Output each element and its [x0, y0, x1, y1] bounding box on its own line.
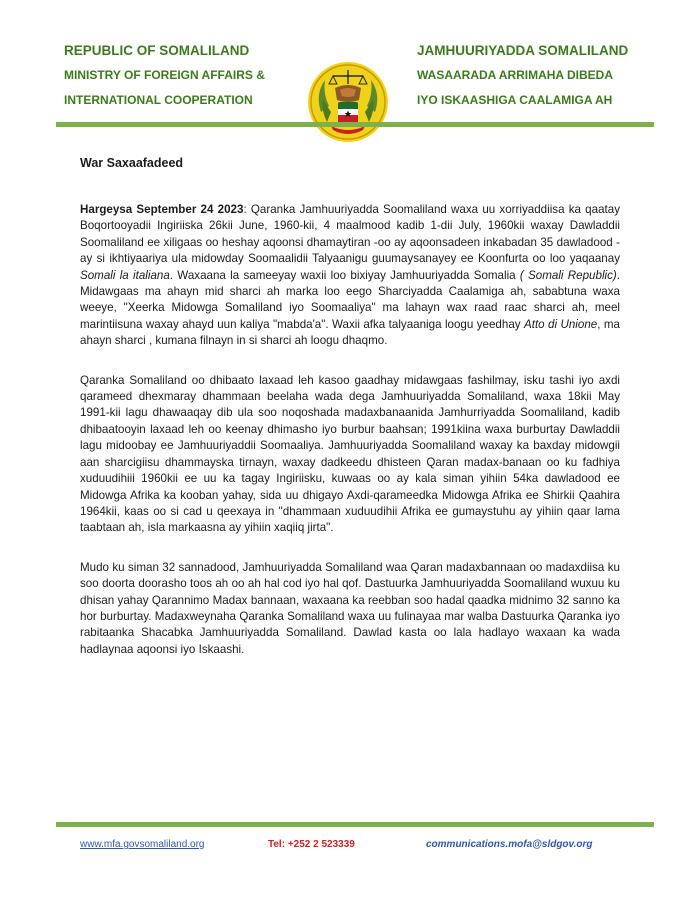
press-release-body: [80, 202, 620, 681]
dateline: Hargeysa September 24 2023: [80, 203, 244, 216]
ministry-subtitle-somali: IYO ISKAASHIGA CAALAMIGA AH: [417, 93, 613, 107]
telephone-number: Tel: +252 2 523339: [268, 839, 355, 850]
website-link[interactable]: www.mfa.govsomaliland.org: [80, 839, 205, 850]
country-name-english: REPUBLIC OF SOMALILAND: [64, 43, 250, 58]
letterhead: [0, 38, 692, 118]
email-link[interactable]: communications.mofa@sldgov.org: [426, 839, 593, 850]
letterhead-english: [64, 38, 265, 113]
header-divider: [56, 122, 654, 127]
paragraph-2: Qaranka Somaliland oo dhibaato laxaad leh kasoo gaadhay midawgaas fashilmay, isku tashi iyo axdi qarameed dhexmaray dhammaan beelaha wada dega Jamhuuriyadda Somaliland, waxa 18kii May 1991-kii lagu dhawaaqay dib ula soo noqoshada madaxbanaanida Jamhurriyadda Soomaliland, kadib dhibaatooyin laxaad leh oo keenay dhimasho iyo burbur baahsan; 1991kiina waxa burburtay Dawladdii lagu midoobay ee Jamhuuriyaddii Soomaaliya. Jamhuuriyadda Soomaliland waxay ka baxday midowgii aan sharcigiisu dhammayska tirnayn, waxay dadkeedu dhisteen Qaran madax-banaan oo ku fadhiya xuduudihiii 1960kii ee uu ka tagay Ingiriisku, kuwaas oo ay kala siman yihiin 54ka dawladood ee Midowga Afrika ka kooban yahay, sida uu dhigayo Axdi-qarameedka Midowga Afrika ee Shirkii Qaahira 1964kii, kaas oo si cad u qeexaya in "dhammaan xuduudihii Afrika ee gumaystuhu ay yihiin qaar lama taabtaan ah, isla markaasna ay yihiin xaqiiq jirta".: [80, 373, 620, 535]
document-title: War Saxaafadeed: [80, 156, 184, 170]
ministry-subtitle-english: INTERNATIONAL COOPERATION: [64, 93, 253, 107]
footer-divider: [56, 822, 654, 827]
paragraph-1: Hargeysa September 24 2023: Qaranka Jamhuuriyadda Soomaliland waxa uu xorriyaddiisa ka qaatay Boqortooyadii Ingiriiska 26kii June, 1960-kii, 4 maalmood kadib 1-dii July, 1960kii waxay Dawladdii Soomaliland ee xiligaas oo heshay aqoonsi dhamaytiran -oo ay aqoonsadeen inkabadan 35 dawladood - ay si ikhtiyaariya ula midowday Soomaalidii Talyaanigu guumaysanayey ee Koonfurta oo loo yaqaanay Somali la italiana. Waxaana la sameeyay waxii loo bixiyay Jamhuuriyadda Somalia ( Somali Republic). Midawgaas ma ahayn mid sharci ah marka loo eego Sharciyadda Caalamiga ah, sababtuna waxa weeye, "Xeerka Midowga Somaliland iyo Soomaaliya" ma lahayn wax raad raac sharci ah, meel marintiisuna waxay ahayd uun kaliya "mabda'a". Waxii afka talyaaniga loogu yeedhay Atto di Unione, ma ahayn sharci , kumana filnayn in si sharci ah loogu dhaqmo.: [80, 203, 620, 348]
letterhead-somali: [417, 38, 628, 113]
ministry-name-somali: WASAARADA ARRIMAHA DIBEDA: [417, 68, 613, 82]
coat-of-arms-emblem-icon: [307, 60, 389, 144]
paragraph-3: Mudo ku siman 32 sannadood, Jamhuuriyadda Somaliland waa Qaran madaxbannaan oo madaxdiisa ku soo doorta doorasho toos ah oo ah hal cod iyo hal qof. Dastuurka Jamhuuriyadda Soomaliland wuxuu ku dhisan yahay Qarannimo Madax bannaan, waxaana ka reebban soo hadal qaadka midnimo 32 sanno ka hor burburtay. Madaxweynaha Qaranka Somaliland waxa uu fulinayaa mar walba Dastuurka Qaranka iyo rabitaanka Shacabka Jamhuuriyadda Somaliland. Dawlad kasta oo lala hadlayo waxaan ka wada hadlaynaa aqoonsi iyo Iskaashi.: [80, 560, 620, 656]
ministry-name-english: MINISTRY OF FOREIGN AFFAIRS &: [64, 68, 265, 82]
country-name-somali: JAMHUURIYADDA SOMALILAND: [417, 43, 629, 58]
